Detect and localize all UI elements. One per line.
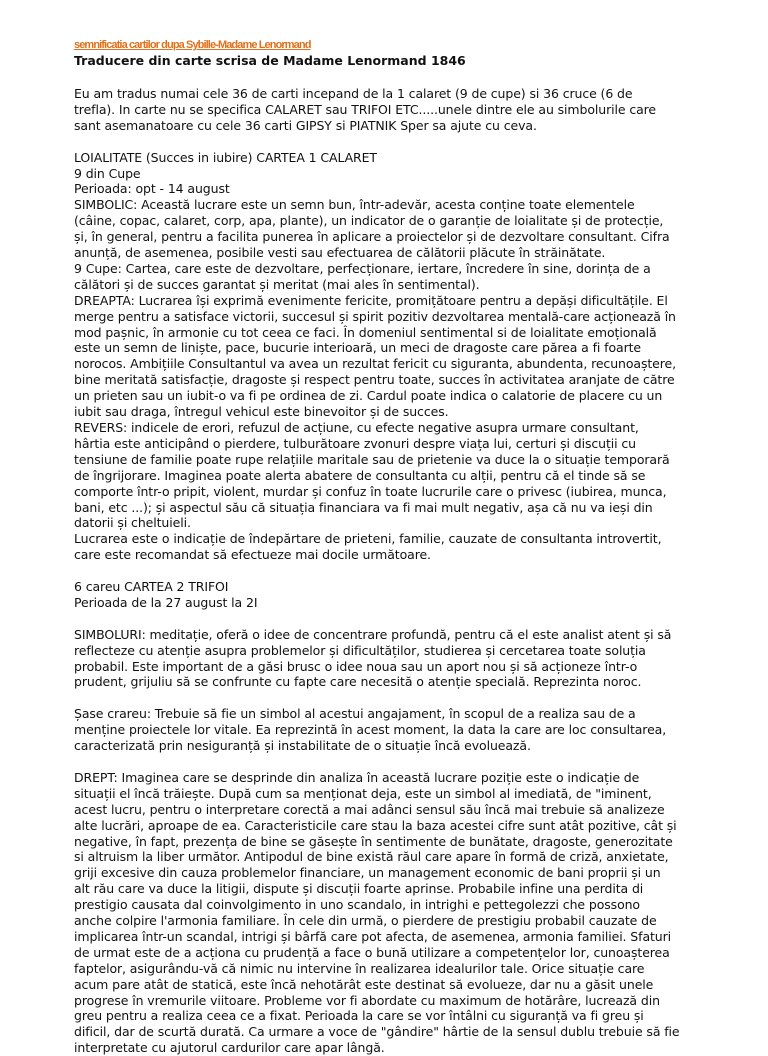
text-line: REVERS: indicele de erori, refuzul de acțiune, cu efecte negative asupra urmare consultant, bbox=[74, 420, 639, 436]
text-line: DREAPTA: Lucrarea își exprimă evenimente fericite, promițătoare pentru a depăși dificultățile. El bbox=[74, 292, 668, 308]
document-page bbox=[74, 39, 758, 1056]
text-line: de urmat este de a acționa cu prudență a face o bună utilizare a competențelor lor, cunoașterea bbox=[74, 944, 670, 960]
text-line: Lucrarea este o indicație de îndepărtare de prieteni, familie, cauzate de consultanta introvertit, bbox=[74, 531, 662, 547]
text-line: prestigio causata dal coinvolgimento in uno scandalo, in intrighi e pettegolezzi che possono bbox=[74, 897, 640, 913]
text-line: alt rău care va duce la litigii, dispute și discuții foarte aprinse. Probabile infine una perdita di bbox=[74, 881, 644, 897]
text-line: DREPT: Imaginea care se desprinde din analiza în această lucrare poziție este o indicație de bbox=[74, 769, 640, 785]
text-line: datorii și cheltuieli. bbox=[74, 515, 191, 531]
text-line: 9 Cupe: Cartea, care este de dezvoltare, perfecționare, iertare, încredere în sine, dorința de a bbox=[74, 260, 651, 276]
text-line: merge pentru a satisface victorii, succesul și spirit pozitiv dezvoltarea mentală-care acționează în bbox=[74, 308, 676, 324]
text-line: acest lucru, pentru o interpretare corectă a mai adânci sensul său încă mai trebuie să analizeze bbox=[74, 801, 665, 817]
text-line: griji excesive din cauza problemelor financiare, un management economic de bani proprii și un bbox=[74, 865, 661, 881]
text-line: negative, în fapt, prezența de bine se găsește în sentimente de bunătate, dragoste, generozitate bbox=[74, 833, 673, 849]
text-line: tensiune de familie poate rupe relațiile maritale sau de prietenie va duce la o situație temporară bbox=[74, 451, 670, 467]
text-line: 9 din Cupe bbox=[74, 165, 141, 181]
text-line: iubit sau draga, întregul vehicul este binevoitor și de succes. bbox=[74, 404, 449, 420]
text-line: greu pentru a realiza ceea ce a fixat. Perioada la care se vor întâlni cu siguranță va fi greu și bbox=[74, 1008, 644, 1024]
card2-heading-block bbox=[74, 579, 758, 611]
card2-heading: 6 careu CARTEA 2 TRIFOI bbox=[74, 579, 229, 595]
card1-heading: LOIALITATE (Succes in iubire) CARTEA 1 CALARET bbox=[74, 149, 377, 165]
card1-section bbox=[74, 150, 758, 564]
text-line: reflecteze cu atenție asupra problemelor și dificultăților, studierea și cercetarea toate soluția bbox=[74, 642, 646, 658]
card2-sase-paragraph bbox=[74, 706, 758, 754]
text-line: și, în general, pentru a facilita punerea în aplicare a proiectelor și de dezvoltare consultant. Cifra bbox=[74, 229, 670, 245]
text-line: anche colpire l'armonia familiare. În cele din urmă, o pierdere de prestigiu probabil cauzate de bbox=[74, 913, 657, 929]
text-line: bine meritată satisfacție, dragoste și respect pentru toate, succes în activitatea aranjate de către bbox=[74, 372, 675, 388]
text-line: anunță, de asemenea, posibile vesti sau efectuarea de călătorii plăcute în străinătate. bbox=[74, 245, 606, 261]
text-line: bani, etc ...); și aspectul său că situația financiara va fi mai mult negativ, așa că nu va ieși din bbox=[74, 499, 653, 515]
card2-drept-paragraph bbox=[74, 770, 758, 1056]
text-line: Perioada: opt - 14 august bbox=[74, 181, 230, 197]
text-line: mod pașnic, în armonie cu tot ceea ce faci. În domeniul sentimental si de loialitate emoțională bbox=[74, 324, 657, 340]
text-line: un prieten sau un iubit-o va fi pe ordinea de zi. Cardul poate indica o calatorie de placere cu un bbox=[74, 388, 663, 404]
text-line: probabil. Este important de a găsi brusc o idee noua sau un aport nou și să acționeze într-o bbox=[74, 658, 638, 674]
text-line: si altruism la liber următor. Antipodul de bine există răul care apare în formă de criză, anxietate, bbox=[74, 849, 669, 865]
text-line: dificil, dar de scurtă durată. Ca urmare a voce de "gândire" hârtie de la sensul dublu trebuie să fie bbox=[74, 1024, 680, 1040]
text-line: SIMBOLIC: Această lucrare este un semn bun, într-adevăr, acesta conține toate elementele bbox=[74, 197, 635, 213]
text-line: hârtia este anticipând o pierdere, tulburătoare zvonuri despre viața lui, certuri și discuții cu bbox=[74, 435, 636, 451]
source-link[interactable]: semnificatia cartilor dupa Sybille-Madame Lenormand bbox=[74, 39, 311, 51]
text-line: care este recomandat să efectueze mai docile următoare. bbox=[74, 547, 431, 563]
text-line: trefla). In carte nu se specifica CALARET sau TRIFOI ETC.....unele dintre ele au simbolurile care bbox=[74, 101, 657, 117]
text-line: implicarea într-un scandal, intrigi și bârfă care pot afecta, de asemenea, armonia familiei. Sfaturi bbox=[74, 928, 672, 944]
text-line: sant asemanatoare cu cele 36 carti GIPSY si PIATNIK Sper sa ajute cu ceva. bbox=[74, 117, 537, 133]
card2-simboluri-paragraph bbox=[74, 627, 758, 691]
text-line: interpretate cu ajutorul cardurilor care apar lângă. bbox=[74, 1040, 385, 1056]
text-line: progrese în vremurile viitoare. Probleme vor fi abordate cu maximum de hotărâre, lucrează din bbox=[74, 992, 660, 1008]
document-title: Traducere din carte scrisa de Madame Lenormand 1846 bbox=[74, 53, 466, 68]
text-line: comporte într-o pripit, violent, murdar și confuz în toate lucrurile care o privesc (iubirea, munca, bbox=[74, 483, 667, 499]
text-line: de îngrijorare. Imaginea poate alerta abatere de consultanta cu alții, pentru că el tinde să se bbox=[74, 467, 646, 483]
intro-paragraph bbox=[74, 86, 758, 134]
text-line: caracterizată prin nesiguranță și instabilitate de o situație încă evoluează. bbox=[74, 738, 531, 754]
text-line: prudent, grijuliu să se confrunte cu fapte care necesită o atenție specială. Reprezinta noroc. bbox=[74, 674, 642, 690]
text-line: situații el încă trăiește. După cum sa menționat deja, este un simbol al imediată, de "iminent, bbox=[74, 785, 652, 801]
text-line: menține proiectele lor vitale. Ea reprezintă în acest moment, la data la care are loc consultarea, bbox=[74, 722, 667, 738]
text-line: călători și de succes garantat și meritat (mai ales în sentimental). bbox=[74, 276, 480, 292]
text-line: alte lucrări, aproape de ea. Caracteristicile care stau la baza acestei cifre sunt atât pozitive, cât și bbox=[74, 817, 677, 833]
text-line: Eu am tradus numai cele 36 de carti incepand de la 1 calaret (9 de cupe) si 36 cruce (6 de bbox=[74, 86, 633, 101]
text-line: SIMBOLURI: meditație, oferă o idee de concentrare profundă, pentru că el este analist atent și să bbox=[74, 626, 672, 642]
text-line: Perioada de la 27 august la 2I bbox=[74, 594, 258, 610]
text-line: norocos. Ambițiile Consultantul va avea un rezultat fericit cu siguranta, abundenta, recunoaștere, bbox=[74, 356, 676, 372]
document-body bbox=[74, 86, 758, 1056]
text-line: acum pare atât de statică, este încă nehotărât este destinat să evolueze, dar nu a găsit unele bbox=[74, 976, 654, 992]
text-line: Șase crareu: Trebuie să fie un simbol al acestui angajament, în scopul de a realiza sau de a bbox=[74, 706, 636, 722]
text-line: faptelor, asigurându-vă că nimic nu intervine în realizarea idealurilor tale. Orice situație care bbox=[74, 960, 645, 976]
text-line: (câine, copac, calaret, corp, apa, plante), un indicator de o garanție de loialitate și de protecție, bbox=[74, 213, 664, 229]
text-line: este un semn de liniște, pace, bucurie interioară, un meci de dragoste care părea a fi foarte bbox=[74, 340, 641, 356]
